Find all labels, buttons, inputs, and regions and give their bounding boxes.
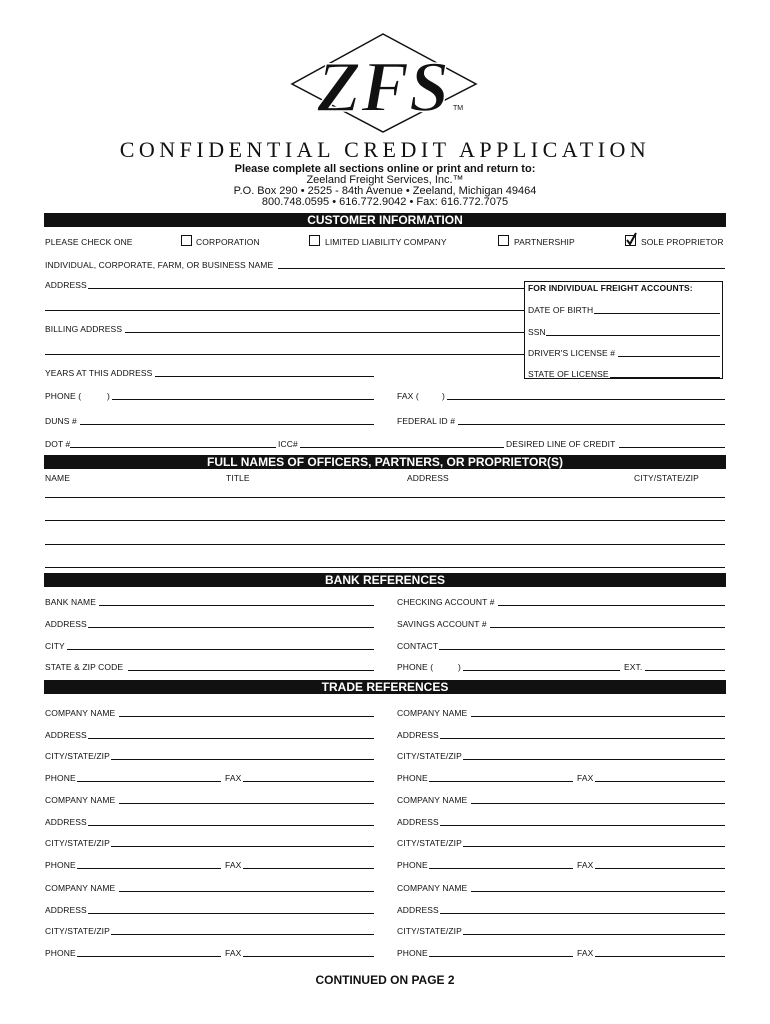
trade-address-label: ADDRESS — [45, 905, 87, 915]
llc-label: LIMITED LIABILITY COMPANY — [325, 237, 447, 247]
trade-fax-field[interactable] — [595, 868, 725, 869]
officer-row-3[interactable] — [45, 544, 725, 545]
company-address: P.O. Box 290 • 2525 - 84th Avenue • Zeeland, Michigan 49464 — [233, 185, 537, 197]
trade-heading: TRADE REFERENCES — [44, 680, 726, 694]
trade-phone-field[interactable] — [77, 781, 221, 782]
trade-fax-label: FAX — [225, 860, 242, 870]
sole-proprietor-label: SOLE PROPRIETOR — [641, 237, 724, 247]
trade-address-field[interactable] — [440, 738, 725, 739]
trade-city-label: CITY/STATE/ZIP — [397, 838, 462, 848]
duns-label: DUNS # — [45, 416, 77, 426]
bank-address-label: ADDRESS — [45, 619, 87, 629]
federal-id-field[interactable] — [458, 424, 725, 425]
fax-field[interactable] — [447, 399, 725, 400]
ext-label: EXT. — [624, 662, 643, 672]
trade-fax-label: FAX — [225, 773, 242, 783]
trade-fax-field[interactable] — [243, 956, 374, 957]
trade-city-label: CITY/STATE/ZIP — [397, 751, 462, 761]
llc-checkbox[interactable] — [309, 235, 320, 246]
company-logo — [290, 33, 480, 133]
bank-address-field[interactable] — [88, 627, 374, 628]
bank-state-zip-field[interactable] — [128, 670, 374, 671]
phone-label: PHONE ( — [45, 391, 82, 401]
trade-city-label: CITY/STATE/ZIP — [397, 926, 462, 936]
trade-address-label: ADDRESS — [397, 730, 439, 740]
trade-fax-label: FAX — [577, 860, 594, 870]
contact-field[interactable] — [439, 649, 725, 650]
trade-company-field[interactable] — [119, 716, 374, 717]
billing-address-field-2[interactable] — [45, 354, 524, 355]
dob-field[interactable] — [594, 313, 720, 314]
trade-company-label: COMPANY NAME — [45, 708, 116, 718]
checkmark-icon — [625, 232, 637, 246]
sole-proprietor-checkbox[interactable] — [625, 235, 636, 246]
trade-phone-field[interactable] — [429, 956, 573, 957]
officers-heading: FULL NAMES OF OFFICERS, PARTNERS, OR PROPRIETOR(S) — [44, 455, 726, 469]
logo-text: ZFS — [316, 47, 450, 127]
trade-phone-label: PHONE — [45, 948, 76, 958]
trade-company-label: COMPANY NAME — [45, 883, 116, 893]
years-at-address-field[interactable] — [155, 376, 374, 377]
trade-phone-field[interactable] — [429, 868, 573, 869]
trade-fax-label: FAX — [225, 948, 242, 958]
partnership-label: PARTNERSHIP — [514, 237, 575, 247]
trade-city-field[interactable] — [463, 846, 725, 847]
corporation-checkbox[interactable] — [181, 235, 192, 246]
bank-phone-paren: ) — [458, 662, 461, 672]
trade-address-label: ADDRESS — [397, 905, 439, 915]
trade-city-label: CITY/STATE/ZIP — [45, 838, 110, 848]
bank-city-label: CITY — [45, 641, 65, 651]
trade-address-label: ADDRESS — [45, 817, 87, 827]
fax-paren: ) — [442, 391, 445, 401]
trade-phone-label: PHONE — [397, 948, 428, 958]
dot-field[interactable] — [70, 447, 276, 448]
trade-phone-field[interactable] — [429, 781, 573, 782]
address-label: ADDRESS — [45, 280, 87, 290]
trade-city-field[interactable] — [111, 846, 374, 847]
trade-phone-field[interactable] — [77, 868, 221, 869]
trade-fax-field[interactable] — [595, 781, 725, 782]
trade-address-field[interactable] — [88, 913, 374, 914]
license-label: DRIVER'S LICENSE # — [528, 348, 616, 358]
business-name-field[interactable] — [278, 268, 725, 269]
trade-company-label: COMPANY NAME — [397, 883, 468, 893]
ext-field[interactable] — [645, 670, 725, 671]
trade-city-label: CITY/STATE/ZIP — [45, 926, 110, 936]
billing-address-field[interactable] — [125, 332, 524, 333]
address-field-2[interactable] — [45, 310, 524, 311]
ssn-label: SSN — [528, 327, 546, 337]
trade-company-label: COMPANY NAME — [397, 795, 468, 805]
state-license-field[interactable] — [610, 377, 720, 378]
officers-col-name: NAME — [45, 473, 70, 483]
company-name: Zeeland Freight Services, Inc.™ — [306, 174, 464, 186]
trade-city-field[interactable] — [111, 759, 374, 760]
bank-state-zip-label: STATE & ZIP CODE — [45, 662, 124, 672]
ssn-field[interactable] — [546, 335, 720, 336]
years-at-address-label: YEARS AT THIS ADDRESS — [45, 368, 153, 378]
business-name-label: INDIVIDUAL, CORPORATE, FARM, OR BUSINESS NAME — [45, 260, 274, 270]
bank-name-field[interactable] — [99, 605, 374, 606]
trade-phone-label: PHONE — [45, 773, 76, 783]
page-title: CONFIDENTIAL CREDIT APPLICATION — [119, 137, 651, 162]
company-phone: 800.748.0595 • 616.772.9042 • Fax: 616.772.7075 — [261, 196, 509, 208]
contact-label: CONTACT — [397, 641, 439, 651]
trade-city-field[interactable] — [463, 934, 725, 935]
trade-phone-label: PHONE — [397, 860, 428, 870]
freight-box-heading: FOR INDIVIDUAL FREIGHT ACCOUNTS: — [528, 283, 693, 293]
trade-company-field[interactable] — [119, 891, 374, 892]
trade-phone-label: PHONE — [397, 773, 428, 783]
trade-company-field[interactable] — [471, 803, 725, 804]
dot-label: DOT # — [45, 439, 71, 449]
trade-address-field[interactable] — [88, 825, 374, 826]
officer-row-4[interactable] — [45, 567, 725, 568]
bank-name-label: BANK NAME — [45, 597, 96, 607]
trade-company-label: COMPANY NAME — [45, 795, 116, 805]
savings-field[interactable] — [490, 627, 725, 628]
trade-fax-field[interactable] — [243, 781, 374, 782]
trade-address-field[interactable] — [440, 825, 725, 826]
officers-col-city: CITY/STATE/ZIP — [634, 473, 699, 483]
trade-fax-label: FAX — [577, 773, 594, 783]
phone-field[interactable] — [112, 399, 374, 400]
trade-address-label: ADDRESS — [397, 817, 439, 827]
trade-address-field[interactable] — [440, 913, 725, 914]
continued-footer: CONTINUED ON PAGE 2 — [315, 973, 455, 987]
trade-phone-label: PHONE — [45, 860, 76, 870]
credit-line-label: DESIRED LINE OF CREDIT — [506, 439, 616, 449]
bank-city-field[interactable] — [67, 649, 374, 650]
customer-info-heading: CUSTOMER INFORMATION — [44, 213, 726, 227]
officer-row-1[interactable] — [45, 497, 725, 498]
icc-label: ICC# — [278, 439, 298, 449]
trade-phone-field[interactable] — [77, 956, 221, 957]
trade-city-field[interactable] — [463, 759, 725, 760]
trade-fax-field[interactable] — [595, 956, 725, 957]
logo-tm: TM — [453, 105, 464, 112]
license-field[interactable] — [618, 356, 720, 357]
trade-company-label: COMPANY NAME — [397, 708, 468, 718]
trade-city-label: CITY/STATE/ZIP — [45, 751, 110, 761]
duns-field[interactable] — [80, 424, 374, 425]
billing-address-label: BILLING ADDRESS — [45, 324, 123, 334]
trade-address-label: ADDRESS — [45, 730, 87, 740]
bank-phone-field[interactable] — [463, 670, 620, 671]
trade-address-field[interactable] — [88, 738, 374, 739]
bank-phone-label: PHONE ( — [397, 662, 434, 672]
trade-company-field[interactable] — [471, 716, 725, 717]
trade-fax-field[interactable] — [243, 868, 374, 869]
checking-label: CHECKING ACCOUNT # — [397, 597, 495, 607]
address-field[interactable] — [88, 288, 524, 289]
instruction-text: Please complete all sections online or print and return to: — [234, 163, 536, 175]
trade-fax-label: FAX — [577, 948, 594, 958]
bank-heading: BANK REFERENCES — [44, 573, 726, 587]
phone-paren: ) — [107, 391, 110, 401]
officer-row-2[interactable] — [45, 520, 725, 521]
federal-id-label: FEDERAL ID # — [397, 416, 456, 426]
officers-col-title: TITLE — [226, 473, 250, 483]
icc-field[interactable] — [300, 447, 504, 448]
corporation-label: CORPORATION — [196, 237, 260, 247]
officers-col-address: ADDRESS — [407, 473, 449, 483]
freight-accounts-box — [524, 281, 723, 379]
credit-line-field[interactable] — [619, 447, 725, 448]
trade-company-field[interactable] — [119, 803, 374, 804]
check-one-label: PLEASE CHECK ONE — [45, 237, 133, 247]
dob-label: DATE OF BIRTH — [528, 305, 594, 315]
fax-label: FAX ( — [397, 391, 419, 401]
state-license-label: STATE OF LICENSE — [528, 369, 609, 379]
logo-graphic — [290, 33, 480, 133]
partnership-checkbox[interactable] — [498, 235, 509, 246]
trade-city-field[interactable] — [111, 934, 374, 935]
savings-label: SAVINGS ACCOUNT # — [397, 619, 487, 629]
trade-company-field[interactable] — [471, 891, 725, 892]
checking-field[interactable] — [498, 605, 725, 606]
